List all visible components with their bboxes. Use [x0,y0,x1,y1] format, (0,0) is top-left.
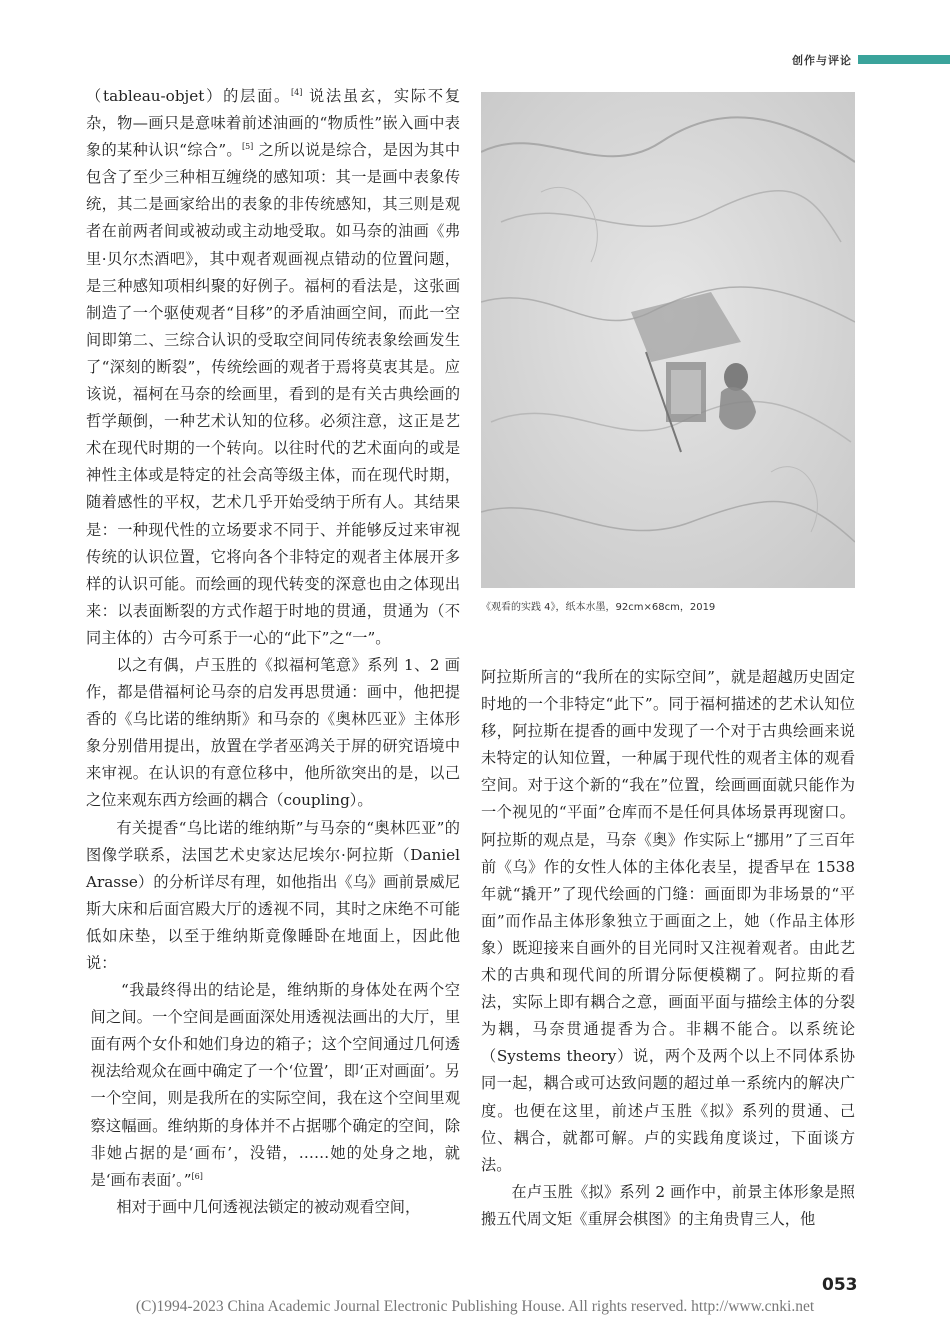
paragraph: 相对于画中几何透视法锁定的被动观看空间， [116,1197,421,1216]
paragraph: （tableau-objet）的层面。[4] 说法虽玄，实际不复杂，物—画只是意味着前述油画的“物质性”嵌入画中表象的某种认识“综合”。[5] 之所以说是综合，是因为其中包含了至少三种相互缠绕的感知项：其一是画中表象传统，其二是画家给出的表象的非传统感知，其三则是观者在前两者间或被动或主动地受取。如马奈的油画《弗里·贝尔杰酒吧》，其中观者观画视点错动的位置问题，是三种感知项相纠聚的好例子。福柯的看法是，这张画制造了一个驱使观者“目移”的矛盾油画空间，而此一空间即第二、三综合认识的受取空间同传统表象绘画发生了“深刻的断裂”，传统绘画的观者于焉将莫衷其是。应该说，福柯在马奈的绘画里，看到的是有关古典绘画的哲学颠倒，一种艺术认知的位移。必须注意，这正是艺术在现代时期的一个转向。以往时代的艺术面向的或是神性主体或是特定的社会高等级主体，而在现代时期，随着感性的平权，艺术几乎开始受纳于所有人。其结果是：一种现代性的立场要求不同于、并能够反过来审视传统的认识位置，它将向各个非特定的观者主体展开多样的认识可能。而绘画的现代转变的深意也由之体现出来：以表面断裂的方式作超于时地的贯通，贯通为（不同主体的）古今可系于一心的“此下”之“一”。 [86,87,461,647]
artwork-image [481,92,855,588]
footnote-ref: [5] [241,142,254,152]
copyright-footer: (C)1994-2023 China Academic Journal Electronic Publishing House. All rights reserved. http://www.cnki.net [135,1298,815,1315]
footnote-ref: [6] [191,1171,203,1181]
right-text-column [481,664,855,1233]
paragraph: 在卢玉胜《拟》系列 2 画作中，前景主体形象是照搬五代周文矩《重屏会棋图》的主角贵胄三人，他 [481,1182,855,1228]
page-number: 053 [822,1275,858,1295]
section-accent-bar [858,55,950,64]
left-text-column [86,83,460,1221]
paragraph: 阿拉斯所言的“我所在的实际空间”，就是超越历史固定时地的一个非特定“此下”。同于福柯描述的艺术认知位移，阿拉斯在提香的画中发现了一个对于古典绘画来说未特定的认知位置，一种属于现代性的观者主体的观看空间。对于这个新的“我在”位置，绘画画面就只能作为一个视见的“平面”仓库而不是任何具体场景再现窗口。阿拉斯的观点是，马奈《奥》作实际上“挪用”了三百年前《乌》作的女性人体的主体化表呈，提香早在 1538 年就“撬开”了现代绘画的门缝：画面即为非场景的“平面”而作品主体形象独立于画面之上，她（作品主体形象）既迎接来自画外的目光同时又注视着观者。由此艺术的古典和现代间的所谓分际便模糊了。阿拉斯的看法，实际上即有耦合之意，画面平面与描绘主体的分裂为耦，马奈贯通提香为合。非耦不能合。以系统论（Systems theory）说，两个及两个以上不同体系协同一起，耦合或可达致问题的超过单一系统内的解决广度。也便在这里，前述卢玉胜《拟》系列的贯通、己位、耦合，就都可解。卢的实践角度谈过，下面谈方法。 [481,668,855,1174]
paragraph: 有关提香“乌比诺的维纳斯”与马奈的“奥林匹亚”的图像学联系，法国艺术史家达尼埃尔·阿拉斯（Daniel Arasse）的分析详尽有理，如他指出《乌》画前景威尼斯大床和后面宫殿大厅的透视不同，其时之床绝不可能低如床垫，以至于维纳斯竟像睡卧在地面上，因此他说： [86,818,460,972]
ink-painting-illustration [481,92,855,588]
figure-caption: 《观看的实践 4》，纸本水墨，92cm×68cm，2019 [481,602,716,613]
block-quote: “我最终得出的结论是，维纳斯的身体处在两个空间之间。一个空间是画面深处用透视法画出的大厅，里面有两个女仆和她们身边的箱子；这个空间通过几何透视法给观众在画中确定了一个‘位置’，即‘正对画面’。另一个空间，则是我所在的实际空间，我在这个空间里观察这幅画。维纳斯的身体并不占据哪个确定的空间，除非她占据的是‘画布’，没错，……她的处身之地，就是‘画布表面’。”[6] [90,981,460,1189]
paragraph: 以之有偶，卢玉胜的《拟福柯笔意》系列 1、2 画作，都是借福柯论马奈的启发再思贯通：画中，他把提香的《乌比诺的维纳斯》和马奈的《奥林匹亚》主体形象分别借用提出，放置在学者巫鸿关于屏的研究语境中来审视。在认识的有意位移中，他所欲突出的是，以己之位来观东西方绘画的耦合（coupling）。 [86,655,460,810]
footnote-ref: [4] [291,87,303,97]
section-label: 创作与评论 [792,54,852,67]
